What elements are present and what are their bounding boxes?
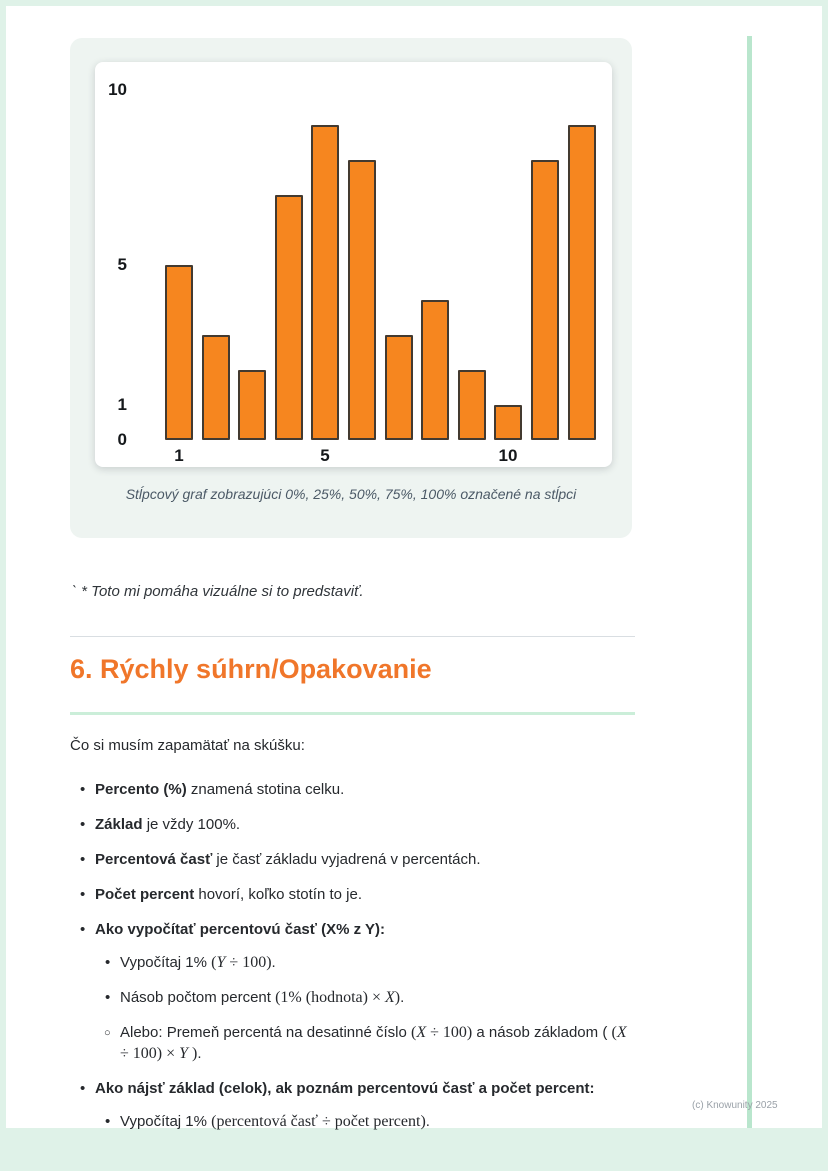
sub-item-math: (percentová časť ÷ počet percent) — [211, 1113, 426, 1130]
copyright-text: (c) Knowunity 2025 — [692, 1100, 778, 1111]
x-tick-10: 10 — [498, 446, 518, 465]
bar-3 — [238, 370, 266, 440]
heading-underline — [70, 712, 635, 715]
circle-bullet-marker: ○ — [104, 1027, 111, 1039]
sub-item-math: ÷ 100) — [426, 1024, 473, 1041]
sub-item-math: ( — [611, 1024, 617, 1041]
summary-item — [70, 779, 644, 800]
bullet-marker: • — [80, 886, 86, 903]
sub-item-math: ÷ 100) × — [120, 1045, 180, 1062]
summary-list — [70, 779, 644, 1146]
summary-item — [70, 814, 644, 835]
summary-sub-item — [95, 987, 628, 1008]
bullet-marker: • — [80, 921, 86, 938]
sub-item-math: X — [416, 1024, 427, 1041]
sub-item-math: (1% (hodnota) × — [275, 989, 385, 1006]
item-bold-text: Ako vypočítať percentovú časť (X% z Y): — [95, 921, 386, 938]
sub-item-math: X — [384, 989, 395, 1006]
bar-12 — [568, 125, 596, 440]
bar-4 — [275, 195, 303, 440]
bullet-marker: • — [105, 989, 111, 1006]
sub-item-text: Alebo: Premeň percentá na desatinné číslo — [120, 1024, 412, 1041]
summary-item — [70, 919, 644, 1064]
bar-9 — [458, 370, 486, 440]
bar-10 — [494, 405, 522, 440]
bullet-marker: • — [105, 954, 111, 971]
item-text: je vždy 100%. — [142, 816, 241, 833]
sub-item-math: X — [616, 1024, 627, 1041]
bullet-marker: • — [80, 851, 86, 868]
item-bold-text: Počet percent — [95, 886, 195, 903]
x-tick-5: 5 — [320, 446, 330, 465]
item-text: znamená stotina celku. — [186, 781, 345, 798]
sub-item-text: . — [197, 1045, 202, 1062]
bar-8 — [421, 300, 449, 440]
bar-7 — [385, 335, 413, 440]
sub-item-math: ( — [411, 1024, 417, 1041]
sub-item-text: . — [400, 989, 405, 1006]
sub-item-text: Násob počtom percent — [120, 989, 276, 1006]
bar-11 — [531, 160, 559, 440]
sub-item-math: ) — [394, 989, 401, 1006]
bar-2 — [202, 335, 230, 440]
section-divider — [70, 636, 635, 637]
sub-item-text: . — [271, 954, 276, 971]
sub-item-math: ÷ 100) — [225, 954, 272, 971]
summary-item — [70, 1078, 644, 1132]
sub-item-text: . — [425, 1113, 430, 1130]
bar-5 — [311, 125, 339, 440]
item-text: je časť základu vyjadrená v percentách. — [212, 851, 481, 868]
item-bold-text: Ako nájsť základ (celok), ak poznám percentovú časť a počet percent: — [95, 1080, 595, 1097]
bullet-marker: • — [80, 781, 86, 798]
sub-item-text: Vypočítaj 1% — [120, 954, 212, 971]
y-tick-5: 5 — [117, 255, 127, 274]
section-intro: Čo si musím zapamätať na skúšku: — [70, 737, 305, 754]
summary-item — [70, 849, 644, 870]
figure-card — [70, 38, 632, 538]
figure-caption: Stĺpcový graf zobrazujúci 0%, 25%, 50%, 75%, 100% označené na stĺpci — [125, 486, 577, 502]
summary-sub-item — [95, 1111, 628, 1132]
sub-item-math: ) — [188, 1045, 198, 1062]
summary-item — [70, 884, 644, 905]
bar-chart-panel — [95, 62, 612, 467]
bar-1 — [165, 265, 193, 440]
bar-6 — [348, 160, 376, 440]
sub-item-math: ( — [211, 954, 217, 971]
summary-sub-item — [95, 1022, 628, 1064]
bullet-marker: • — [105, 1113, 111, 1130]
y-tick-0: 0 — [117, 430, 127, 449]
page-edge-line — [747, 36, 752, 1128]
item-bold-text: Percento (%) — [95, 781, 187, 798]
x-tick-1: 1 — [174, 446, 184, 465]
bullet-marker: • — [80, 1080, 86, 1097]
item-bold-text: Základ — [95, 816, 143, 833]
sub-list — [95, 1111, 644, 1132]
summary-sub-item — [95, 952, 628, 973]
note-line: ` * Toto mi pomáha vizuálne si to predstaviť. — [72, 583, 364, 600]
sub-item-text: a násob základom ( — [472, 1024, 612, 1041]
sub-item-text: Vypočítaj 1% — [120, 1113, 212, 1130]
section-heading: 6. Rýchly súhrn/Opakovanie — [70, 654, 432, 684]
sub-list — [95, 952, 644, 1064]
item-text: hovorí, koľko stotín to je. — [194, 886, 362, 903]
y-tick-1: 1 — [117, 395, 127, 414]
y-tick-10: 10 — [108, 80, 127, 99]
item-bold-text: Percentová časť — [95, 851, 213, 868]
chart-plot-area — [165, 90, 598, 440]
sub-item-math: Y — [179, 1045, 189, 1062]
sub-item-math: Y — [216, 954, 226, 971]
bullet-marker: • — [80, 816, 86, 833]
